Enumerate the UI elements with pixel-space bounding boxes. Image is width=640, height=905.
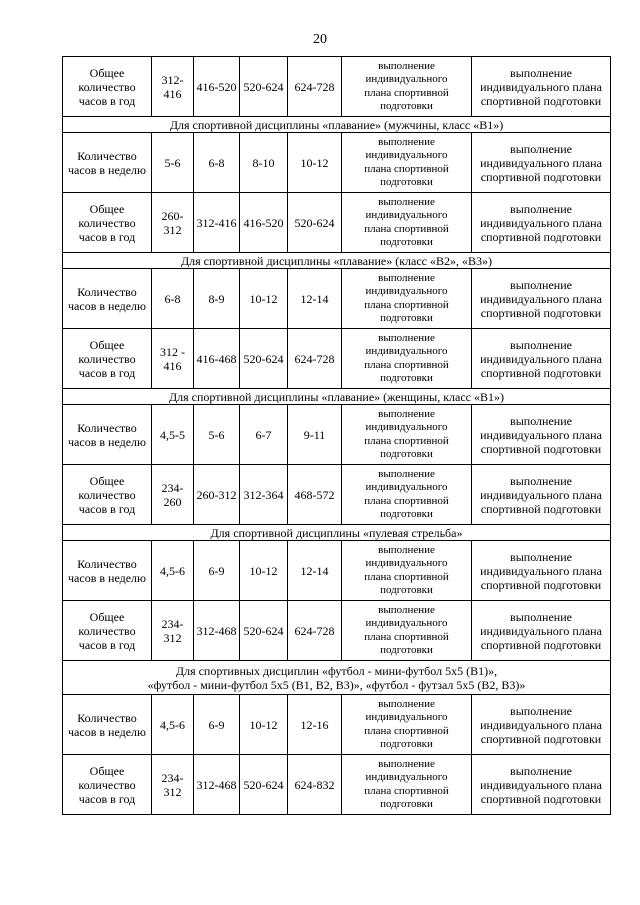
hours-value: 260- 312 [152, 193, 194, 253]
table-row [63, 269, 611, 329]
hours-value: 520-624 [240, 329, 288, 389]
hours-value: 6-9 [194, 695, 240, 755]
plan-cell-long: выполнение индивидуального плана спортивной подготовки [472, 695, 611, 755]
hours-value: 12-14 [288, 269, 342, 329]
row-label: Общее количество часов в год [63, 465, 152, 525]
hours-value: 8-10 [240, 133, 288, 193]
hours-value: 12-16 [288, 695, 342, 755]
row-label: Общее количество часов в год [63, 755, 152, 815]
plan-cell-long: выполнение индивидуального плана спортивной подготовки [472, 541, 611, 601]
row-label: Общее количество часов в год [63, 329, 152, 389]
hours-value: 312 - 416 [152, 329, 194, 389]
hours-value: 416-520 [194, 57, 240, 117]
row-label: Общее количество часов в год [63, 193, 152, 253]
section-header-row [63, 117, 611, 133]
hours-value: 312- 416 [152, 57, 194, 117]
table-row [63, 193, 611, 253]
plan-cell-short: выполнение индивидуального плана спортивной подготовки [342, 601, 472, 661]
plan-cell-long: выполнение индивидуального плана спортивной подготовки [472, 133, 611, 193]
plan-cell-short: выполнение индивидуального плана спортивной подготовки [342, 465, 472, 525]
row-label: Общее количество часов в год [63, 57, 152, 117]
plan-cell-short: выполнение индивидуального плана спортивной подготовки [342, 269, 472, 329]
hours-value: 6-7 [240, 405, 288, 465]
hours-value: 8-9 [194, 269, 240, 329]
table-row [63, 601, 611, 661]
table-row [63, 329, 611, 389]
hours-value: 234- 260 [152, 465, 194, 525]
hours-value: 10-12 [288, 133, 342, 193]
hours-value: 10-12 [240, 541, 288, 601]
hours-value: 312-416 [194, 193, 240, 253]
hours-value: 6-8 [152, 269, 194, 329]
hours-value: 416-520 [240, 193, 288, 253]
plan-cell-short: выполнение индивидуального плана спортивной подготовки [342, 695, 472, 755]
table-row [63, 133, 611, 193]
section-header-row [63, 525, 611, 541]
plan-cell-short: выполнение индивидуального плана спортивной подготовки [342, 193, 472, 253]
plan-cell-short: выполнение индивидуального плана спортивной подготовки [342, 541, 472, 601]
hours-value: 260-312 [194, 465, 240, 525]
section-title: Для спортивной дисциплины «плавание» (мужчины, класс «В1») [63, 117, 611, 133]
table-row [63, 57, 611, 117]
section-header-row [63, 661, 611, 695]
hours-value: 6-9 [194, 541, 240, 601]
plan-cell-short: выполнение индивидуального плана спортивной подготовки [342, 405, 472, 465]
hours-value: 10-12 [240, 269, 288, 329]
hours-value: 520-624 [240, 57, 288, 117]
hours-value: 9-11 [288, 405, 342, 465]
table-row [63, 541, 611, 601]
hours-value: 624-728 [288, 57, 342, 117]
plan-cell-long: выполнение индивидуального плана спортивной подготовки [472, 269, 611, 329]
table-row [63, 465, 611, 525]
plan-cell-long: выполнение индивидуального плана спортивной подготовки [472, 329, 611, 389]
plan-cell-long: выполнение индивидуального плана спортивной подготовки [472, 193, 611, 253]
hours-value: 4,5-6 [152, 541, 194, 601]
hours-value: 520-624 [288, 193, 342, 253]
hours-value: 624-832 [288, 755, 342, 815]
hours-value: 4,5-5 [152, 405, 194, 465]
row-label: Общее количество часов в год [63, 601, 152, 661]
row-label: Количество часов в неделю [63, 541, 152, 601]
plan-cell-long: выполнение индивидуального плана спортивной подготовки [472, 405, 611, 465]
hours-value: 312-468 [194, 755, 240, 815]
plan-cell-long: выполнение индивидуального плана спортивной подготовки [472, 755, 611, 815]
hours-value: 520-624 [240, 601, 288, 661]
section-header-row [63, 389, 611, 405]
hours-value: 312-364 [240, 465, 288, 525]
table-row [63, 695, 611, 755]
section-title: Для спортивной дисциплины «плавание» (класс «В2», «В3») [63, 253, 611, 269]
row-label: Количество часов в неделю [63, 133, 152, 193]
plan-cell-short: выполнение индивидуального плана спортивной подготовки [342, 329, 472, 389]
hours-value: 416-468 [194, 329, 240, 389]
plan-cell-long: выполнение индивидуального плана спортивной подготовки [472, 57, 611, 117]
hours-value: 624-728 [288, 601, 342, 661]
hours-value: 5-6 [152, 133, 194, 193]
row-label: Количество часов в неделю [63, 695, 152, 755]
row-label: Количество часов в неделю [63, 405, 152, 465]
section-title: Для спортивных дисциплин «футбол - мини-футбол 5х5 (В1)», «футбол - мини-футбол 5х5 (В1, В2, В3)», «футбол - футзал 5х5 (В2, В3)» [63, 661, 611, 695]
hours-value: 12-14 [288, 541, 342, 601]
section-title: Для спортивной дисциплины «плавание» (женщины, класс «В1») [63, 389, 611, 405]
section-title: Для спортивной дисциплины «пулевая стрельба» [63, 525, 611, 541]
table-row [63, 405, 611, 465]
hours-value: 6-8 [194, 133, 240, 193]
hours-value: 624-728 [288, 329, 342, 389]
hours-value: 520-624 [240, 755, 288, 815]
hours-value: 312-468 [194, 601, 240, 661]
page-number: 20 [313, 32, 327, 47]
hours-value: 5-6 [194, 405, 240, 465]
plan-cell-short: выполнение индивидуального плана спортивной подготовки [342, 133, 472, 193]
hours-value: 468-572 [288, 465, 342, 525]
plan-cell-long: выполнение индивидуального плана спортивной подготовки [472, 465, 611, 525]
plan-cell-long: выполнение индивидуального плана спортивной подготовки [472, 601, 611, 661]
hours-value: 234- 312 [152, 601, 194, 661]
table-row [63, 755, 611, 815]
row-label: Количество часов в неделю [63, 269, 152, 329]
hours-value: 4,5-6 [152, 695, 194, 755]
hours-value: 234- 312 [152, 755, 194, 815]
section-header-row [63, 253, 611, 269]
training-hours-table [62, 56, 611, 815]
plan-cell-short: выполнение индивидуального плана спортивной подготовки [342, 755, 472, 815]
plan-cell-short: выполнение индивидуального плана спортивной подготовки [342, 57, 472, 117]
hours-value: 10-12 [240, 695, 288, 755]
